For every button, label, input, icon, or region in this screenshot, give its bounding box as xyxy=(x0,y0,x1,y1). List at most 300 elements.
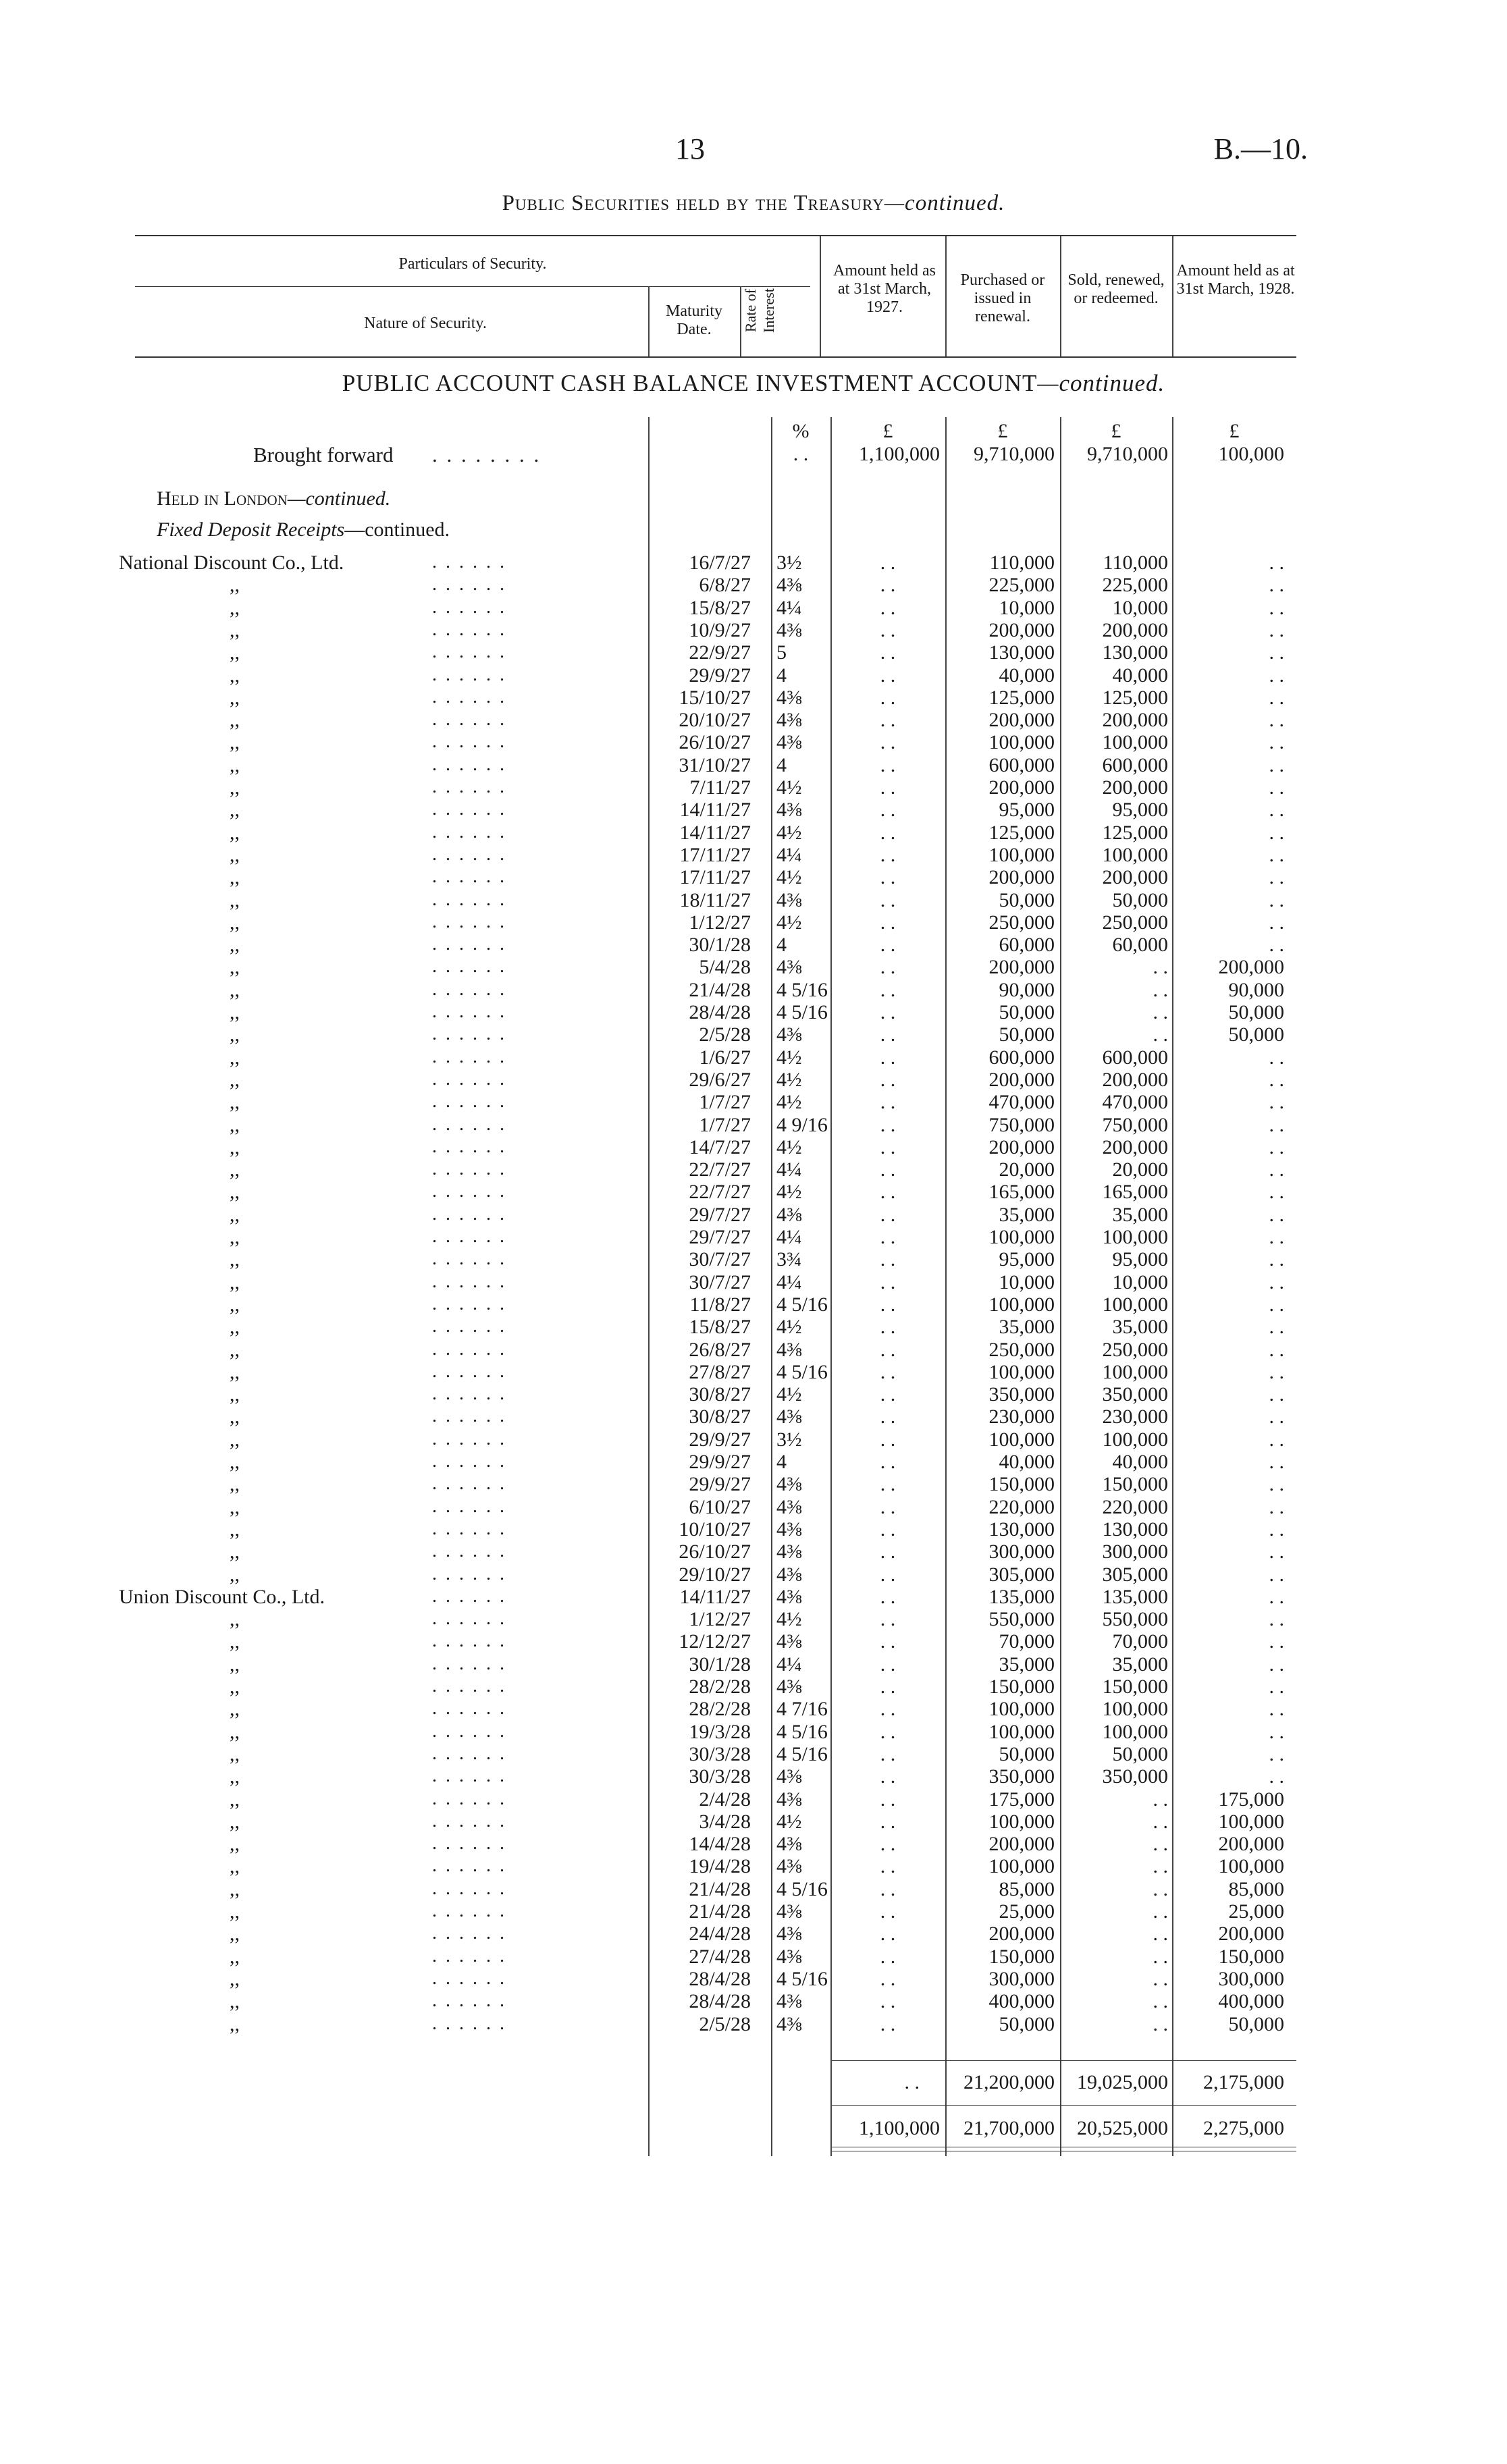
subtotal-purchased: 21,200,000 xyxy=(963,2071,1055,2093)
ditto-mark: ,, xyxy=(230,799,240,821)
held-1928-value: . . xyxy=(1269,687,1284,709)
ditto-mark: ,, xyxy=(230,754,240,776)
ditto-mark: ,, xyxy=(230,1473,240,1495)
brought-forward-held-1927: 1,100,000 xyxy=(859,443,940,465)
maturity-date: 21/4/28 xyxy=(689,979,751,1001)
leader-dots: . . . . . . xyxy=(432,731,506,752)
page-title xyxy=(0,191,1507,216)
purchased-value: 95,000 xyxy=(999,799,1055,821)
maturity-date: 1/7/27 xyxy=(699,1114,751,1136)
sold-value: 300,000 xyxy=(1102,1541,1168,1563)
purchased-value: 70,000 xyxy=(999,1630,1055,1653)
held-1928-value: 150,000 xyxy=(1218,1946,1284,1968)
purchased-value: 125,000 xyxy=(988,822,1055,844)
held-1927-value: . . xyxy=(880,1946,896,1968)
maturity-date: 31/10/27 xyxy=(679,754,751,776)
held-1928-value: . . xyxy=(1269,1473,1284,1495)
leader-dots: . . . . . . xyxy=(432,1428,506,1449)
held-1927-value: . . xyxy=(880,1608,896,1630)
leader-dots: . . . . . . xyxy=(432,1811,506,1831)
sold-value: 250,000 xyxy=(1102,911,1168,934)
held-1928-value: 100,000 xyxy=(1218,1855,1284,1877)
maturity-date: 30/8/27 xyxy=(689,1405,751,1428)
maturity-date: 15/8/27 xyxy=(689,597,751,619)
held-1928-value: . . xyxy=(1269,1608,1284,1630)
interest-rate: 4⅜ xyxy=(776,1405,802,1428)
ditto-mark: ,, xyxy=(230,822,240,844)
held-1928-value: . . xyxy=(1269,1451,1284,1473)
ditto-mark: ,, xyxy=(230,1023,240,1046)
held-1927-value: . . xyxy=(880,889,896,911)
held-1927-value: . . xyxy=(880,1900,896,1923)
held-1927-value: . . xyxy=(880,1046,896,1069)
held-1927-value: . . xyxy=(880,1855,896,1877)
maturity-date: 15/8/27 xyxy=(689,1316,751,1338)
purchased-value: 100,000 xyxy=(988,1698,1055,1720)
ditto-mark: ,, xyxy=(230,1114,240,1136)
ditto-mark: ,, xyxy=(230,1271,240,1293)
held-1928-value: 200,000 xyxy=(1218,1923,1284,1945)
purchased-value: 35,000 xyxy=(999,1316,1055,1338)
sold-value: 225,000 xyxy=(1102,574,1168,596)
purchased-value: 100,000 xyxy=(988,1428,1055,1451)
purchased-value: 600,000 xyxy=(988,1046,1055,1069)
maturity-date: 17/11/27 xyxy=(679,844,751,866)
ditto-mark: ,, xyxy=(230,1091,240,1113)
held-1928-unit: £ xyxy=(1229,420,1240,442)
sold-value: 200,000 xyxy=(1102,619,1168,641)
sold-value: 220,000 xyxy=(1102,1496,1168,1518)
ditto-mark: ,, xyxy=(230,1001,240,1023)
maturity-date: 21/4/28 xyxy=(689,1878,751,1900)
ditto-mark: ,, xyxy=(230,687,240,709)
sold-value: . . xyxy=(1153,1023,1168,1046)
held-1927-unit: £ xyxy=(882,420,893,442)
maturity-date: 30/7/27 xyxy=(689,1248,751,1270)
sold-value: 60,000 xyxy=(1112,934,1168,956)
interest-rate: 4⅜ xyxy=(776,574,802,596)
ditto-mark: ,, xyxy=(230,1204,240,1226)
interest-rate: 4½ xyxy=(776,1091,802,1113)
sold-value: . . xyxy=(1153,1001,1168,1023)
ditto-mark: ,, xyxy=(230,1990,240,2012)
interest-rate: 4½ xyxy=(776,1316,802,1338)
ditto-mark: ,, xyxy=(230,1743,240,1765)
held-1928-value: . . xyxy=(1269,1158,1284,1181)
held-1927-value: . . xyxy=(880,1383,896,1405)
leader-dots: . . . . . . xyxy=(432,866,506,887)
maturity-date: 28/2/28 xyxy=(689,1676,751,1698)
leader-dots: . . . . . . xyxy=(432,1204,506,1225)
held-1927-value: . . xyxy=(880,1316,896,1338)
held-1928-value: . . xyxy=(1269,1630,1284,1653)
sold-value: . . xyxy=(1153,1855,1168,1877)
interest-rate: 4¼ xyxy=(776,597,802,619)
leader-dots: . . . . . . xyxy=(432,1091,506,1112)
held-1927-value: . . xyxy=(880,776,896,799)
ditto-mark: ,, xyxy=(230,641,240,664)
purchased-value: 200,000 xyxy=(988,1069,1055,1091)
interest-rate: 4½ xyxy=(776,1069,802,1091)
section-title-main: PUBLIC ACCOUNT CASH BALANCE INVESTMENT ACCOUNT xyxy=(342,370,1038,396)
purchased-value: 470,000 xyxy=(988,1091,1055,1113)
maturity-date: 30/8/27 xyxy=(689,1383,751,1405)
maturity-date: 11/8/27 xyxy=(689,1293,751,1316)
maturity-date: 27/8/27 xyxy=(689,1361,751,1383)
sold-value: 100,000 xyxy=(1102,1428,1168,1451)
subtotal-held-1928: 2,175,000 xyxy=(1203,2071,1284,2093)
purchased-value: 100,000 xyxy=(988,1226,1055,1248)
total-held-1927: 1,100,000 xyxy=(859,2117,940,2139)
sold-value: . . xyxy=(1153,2013,1168,2035)
held-1928-value: . . xyxy=(1269,934,1284,956)
sold-value: 600,000 xyxy=(1102,754,1168,776)
held-1928-value: . . xyxy=(1269,1339,1284,1361)
leader-dots: . . . . . . xyxy=(432,1788,506,1809)
section-title-continued: —continued. xyxy=(1037,370,1165,396)
maturity-date: 1/7/27 xyxy=(699,1091,751,1113)
ditto-mark: ,, xyxy=(230,1383,240,1405)
held-1928-value: . . xyxy=(1269,1405,1284,1428)
ditto-mark: ,, xyxy=(230,1339,240,1361)
leader-dots: . . . . . . xyxy=(432,1271,506,1292)
held-1928-value: . . xyxy=(1269,1563,1284,1586)
purchased-value: 350,000 xyxy=(988,1765,1055,1788)
leader-dots: . . . . . . xyxy=(432,1586,506,1607)
sold-value: 100,000 xyxy=(1102,844,1168,866)
leader-dots: . . . . . . xyxy=(432,2013,506,2034)
ditto-mark: ,, xyxy=(230,844,240,866)
held-1927-value: . . xyxy=(880,1248,896,1270)
held-1928-value: . . xyxy=(1269,1518,1284,1541)
held-1928-value: . . xyxy=(1269,597,1284,619)
sold-value: 150,000 xyxy=(1102,1676,1168,1698)
ditto-mark: ,, xyxy=(230,1721,240,1743)
maturity-date: 1/12/27 xyxy=(689,1608,751,1630)
maturity-date: 14/11/27 xyxy=(679,1586,751,1608)
held-1927-value: . . xyxy=(880,1271,896,1293)
maturity-date: 29/9/27 xyxy=(689,1451,751,1473)
leader-dots: . . . . . . xyxy=(432,1878,506,1899)
ditto-mark: ,, xyxy=(230,1136,240,1158)
purchased-value: 225,000 xyxy=(988,574,1055,596)
leader-dots: . . . . . . xyxy=(432,934,506,955)
held-1928-value: . . xyxy=(1269,1653,1284,1676)
sold-value: 10,000 xyxy=(1112,1271,1168,1293)
ditto-mark: ,, xyxy=(230,597,240,619)
ditto-mark: ,, xyxy=(230,776,240,799)
interest-rate: 4¼ xyxy=(776,1271,802,1293)
subtotal-sold: 19,025,000 xyxy=(1077,2071,1168,2093)
held-1928-value: . . xyxy=(1269,574,1284,596)
maturity-date: 30/3/28 xyxy=(689,1765,751,1788)
purchased-value: 35,000 xyxy=(999,1204,1055,1226)
purchased-value: 85,000 xyxy=(999,1878,1055,1900)
purchased-value: 100,000 xyxy=(988,1293,1055,1316)
held-1927-value: . . xyxy=(880,844,896,866)
interest-rate: 4½ xyxy=(776,822,802,844)
sold-value: 350,000 xyxy=(1102,1383,1168,1405)
leader-dots: . . . . . . xyxy=(432,889,506,910)
leader-dots: . . . . . . xyxy=(432,1518,506,1539)
held-1927-value: . . xyxy=(880,1136,896,1158)
sold-value: 100,000 xyxy=(1102,1361,1168,1383)
maturity-date: 27/4/28 xyxy=(689,1946,751,1968)
leader-dots: . . . . . . xyxy=(432,776,506,797)
maturity-date: 17/11/27 xyxy=(679,866,751,888)
held-1928-value: . . xyxy=(1269,844,1284,866)
ditto-mark: ,, xyxy=(230,664,240,687)
sold-unit: £ xyxy=(1111,420,1121,442)
interest-rate: 4½ xyxy=(776,1046,802,1069)
interest-rate: 4½ xyxy=(776,1136,802,1158)
sold-value: 95,000 xyxy=(1112,1248,1168,1270)
ditto-mark: ,, xyxy=(230,956,240,978)
sold-value: 35,000 xyxy=(1112,1204,1168,1226)
header-divider xyxy=(740,286,741,356)
brought-forward-sold: 9,710,000 xyxy=(1087,443,1168,465)
held-1927-value: . . xyxy=(880,1405,896,1428)
held-1928-value: . . xyxy=(1269,1698,1284,1720)
subtotal-held-1927: . . xyxy=(904,2071,920,2093)
leader-dots: . . . . . . xyxy=(432,619,506,640)
purchased-value: 130,000 xyxy=(988,641,1055,664)
interest-rate: 4 5/16 xyxy=(776,1878,828,1900)
held-1927-value: . . xyxy=(880,979,896,1001)
fixed-deposit-label: Fixed Deposit Receipts xyxy=(157,518,345,541)
purchased-value: 10,000 xyxy=(999,1271,1055,1293)
maturity-date: 5/4/28 xyxy=(699,956,751,978)
ditto-mark: ,, xyxy=(230,1788,240,1811)
leader-dots: . . . . . . xyxy=(432,687,506,707)
ditto-mark: ,, xyxy=(230,1946,240,1968)
leader-dots: . . . . . . xyxy=(432,822,506,842)
interest-rate: 4⅜ xyxy=(776,1586,802,1608)
maturity-date: 20/10/27 xyxy=(679,709,751,731)
leader-dots: . . . . . . xyxy=(432,1293,506,1314)
sold-value: 125,000 xyxy=(1102,822,1168,844)
leader-dots: . . . . . . xyxy=(432,1001,506,1022)
sold-value: 130,000 xyxy=(1102,1518,1168,1541)
maturity-date: 24/4/28 xyxy=(689,1923,751,1945)
held-1928-value: . . xyxy=(1269,1181,1284,1203)
sold-value: 165,000 xyxy=(1102,1181,1168,1203)
security-name: Union Discount Co., Ltd. xyxy=(119,1586,325,1608)
leader-dots: . . . . . . xyxy=(432,1181,506,1202)
ditto-mark: ,, xyxy=(230,1608,240,1630)
interest-rate: 4 5/16 xyxy=(776,1968,828,1990)
maturity-date: 22/7/27 xyxy=(689,1158,751,1181)
maturity-date: 1/6/27 xyxy=(699,1046,751,1069)
purchased-value: 750,000 xyxy=(988,1114,1055,1136)
sold-value: 100,000 xyxy=(1102,1698,1168,1720)
held-in-continued: —continued. xyxy=(287,487,391,510)
leader-dots: . . . . . . xyxy=(432,1968,506,1989)
subtotal-rule xyxy=(832,2060,1296,2061)
held-1927-value: . . xyxy=(880,1428,896,1451)
security-name: National Discount Co., Ltd. xyxy=(119,552,344,574)
purchased-value: 130,000 xyxy=(988,1518,1055,1541)
interest-rate: 4 5/16 xyxy=(776,1361,828,1383)
held-1927-value: . . xyxy=(880,822,896,844)
held-1927-value: . . xyxy=(880,641,896,664)
leader-dots: . . . . . . xyxy=(432,1158,506,1179)
purchased-value: 60,000 xyxy=(999,934,1055,956)
sold-value: 40,000 xyxy=(1112,1451,1168,1473)
sold-value: 35,000 xyxy=(1112,1653,1168,1676)
purchased-value: 100,000 xyxy=(988,1855,1055,1877)
header-divider xyxy=(820,236,821,356)
maturity-date: 14/4/28 xyxy=(689,1833,751,1855)
leader-dots: . . . . . . xyxy=(432,1900,506,1921)
maturity-date: 2/5/28 xyxy=(699,1023,751,1046)
leader-dots: . . . . . . xyxy=(432,979,506,1000)
ditto-mark: ,, xyxy=(230,1158,240,1181)
sold-value: 110,000 xyxy=(1103,552,1168,574)
purchased-value: 100,000 xyxy=(988,1721,1055,1743)
held-1928-value: . . xyxy=(1269,1114,1284,1136)
purchased-value: 95,000 xyxy=(999,1248,1055,1270)
brought-forward-label: Brought forward xyxy=(253,443,394,466)
held-1928-value: . . xyxy=(1269,822,1284,844)
maturity-date: 14/11/27 xyxy=(679,799,751,821)
brought-forward-dots: . . . . . . . . xyxy=(432,443,541,466)
ditto-mark: ,, xyxy=(230,1248,240,1270)
purchased-value: 220,000 xyxy=(988,1496,1055,1518)
interest-rate: 4½ xyxy=(776,866,802,888)
fixed-deposit-continued: —continued. xyxy=(344,518,450,541)
maturity-date: 29/9/27 xyxy=(689,1428,751,1451)
maturity-date: 26/8/27 xyxy=(689,1339,751,1361)
leader-dots: . . . . . . xyxy=(432,1653,506,1674)
purchased-value: 125,000 xyxy=(988,687,1055,709)
leader-dots: . . . . . . xyxy=(432,754,506,775)
ditto-mark: ,, xyxy=(230,1541,240,1563)
maturity-date: 22/7/27 xyxy=(689,1181,751,1203)
ditto-mark: ,, xyxy=(230,1698,240,1720)
held-1928-value: . . xyxy=(1269,619,1284,641)
document-reference: B.—10. xyxy=(1213,132,1308,165)
leader-dots: . . . . . . xyxy=(432,597,506,618)
maturity-date: 6/8/27 xyxy=(699,574,751,596)
held-1927-value: . . xyxy=(880,1204,896,1226)
purchased-value: 200,000 xyxy=(988,1923,1055,1945)
leader-dots: . . . . . . xyxy=(432,1833,506,1854)
held-1928-value: . . xyxy=(1269,889,1284,911)
held-1928-value: 90,000 xyxy=(1228,979,1284,1001)
held-1927-value: . . xyxy=(880,597,896,619)
rate-header: Rate of Interest xyxy=(742,288,777,333)
total-purchased: 21,700,000 xyxy=(963,2117,1055,2139)
held-1927-value: . . xyxy=(880,664,896,687)
ditto-mark: ,, xyxy=(230,1046,240,1069)
ditto-mark: ,, xyxy=(230,1653,240,1676)
leader-dots: . . . . . . xyxy=(432,1316,506,1337)
held-1927-value: . . xyxy=(880,1451,896,1473)
held-1928-header: Amount held as at 31st March, 1928. xyxy=(1176,262,1295,298)
held-1927-value: . . xyxy=(880,1293,896,1316)
purchased-value: 100,000 xyxy=(988,731,1055,753)
interest-rate: 4⅜ xyxy=(776,1473,802,1495)
interest-rate: 4⅜ xyxy=(776,1855,802,1877)
ditto-mark: ,, xyxy=(230,979,240,1001)
held-in-london-heading xyxy=(157,487,390,510)
purchased-value: 200,000 xyxy=(988,956,1055,978)
sold-value: 150,000 xyxy=(1102,1473,1168,1495)
held-1927-value: . . xyxy=(880,1765,896,1788)
purchased-value: 165,000 xyxy=(988,1181,1055,1203)
interest-rate: 3½ xyxy=(776,1428,802,1451)
leader-dots: . . . . . . xyxy=(432,844,506,865)
held-1927-value: . . xyxy=(880,1114,896,1136)
leader-dots: . . . . . . xyxy=(432,1361,506,1382)
sold-value: . . xyxy=(1153,1990,1168,2012)
sold-value: 20,000 xyxy=(1112,1158,1168,1181)
maturity-date: 12/12/27 xyxy=(679,1630,751,1653)
held-1927-value: . . xyxy=(880,1676,896,1698)
sold-value: 40,000 xyxy=(1112,664,1168,687)
interest-rate: 4⅜ xyxy=(776,1990,802,2012)
leader-dots: . . . . . . xyxy=(432,1383,506,1404)
sold-value: 130,000 xyxy=(1102,641,1168,664)
maturity-date: 10/9/27 xyxy=(689,619,751,641)
sold-header: Sold, renewed, or redeemed. xyxy=(1067,271,1165,307)
sold-value: 200,000 xyxy=(1102,776,1168,799)
ditto-mark: ,, xyxy=(230,1428,240,1451)
maturity-date: 14/7/27 xyxy=(689,1136,751,1158)
header-bottom-rule xyxy=(135,356,1296,358)
held-1928-value: 50,000 xyxy=(1228,1001,1284,1023)
held-1927-value: . . xyxy=(880,574,896,596)
held-1928-value: . . xyxy=(1269,1383,1284,1405)
leader-dots: . . . . . . xyxy=(432,1698,506,1719)
leader-dots: . . . . . . xyxy=(432,1765,506,1786)
sold-value: . . xyxy=(1153,979,1168,1001)
ditto-mark: ,, xyxy=(230,1811,240,1833)
held-1927-value: . . xyxy=(880,1653,896,1676)
held-1928-value: . . xyxy=(1269,866,1284,888)
held-1927-value: . . xyxy=(880,1361,896,1383)
sold-value: 200,000 xyxy=(1102,1136,1168,1158)
ditto-mark: ,, xyxy=(230,1405,240,1428)
held-1928-value: . . xyxy=(1269,1586,1284,1608)
leader-dots: . . . . . . xyxy=(432,1721,506,1742)
held-1928-value: . . xyxy=(1269,1069,1284,1091)
interest-rate: 4⅜ xyxy=(776,2013,802,2035)
interest-rate: 4¼ xyxy=(776,844,802,866)
held-1928-value: 50,000 xyxy=(1228,1023,1284,1046)
maturity-date: 14/11/27 xyxy=(679,822,751,844)
sold-value: 470,000 xyxy=(1102,1091,1168,1113)
maturity-date: 19/3/28 xyxy=(689,1721,751,1743)
sold-value: 350,000 xyxy=(1102,1765,1168,1788)
leader-dots: . . . . . . xyxy=(432,1743,506,1764)
maturity-date: 29/6/27 xyxy=(689,1069,751,1091)
column-divider xyxy=(771,417,772,2156)
header-top-rule xyxy=(135,235,1296,236)
ditto-mark: ,, xyxy=(230,2013,240,2035)
interest-rate: 4⅜ xyxy=(776,1518,802,1541)
leader-dots: . . . . . . xyxy=(432,1248,506,1269)
held-1928-value: 200,000 xyxy=(1218,956,1284,978)
purchased-value: 100,000 xyxy=(988,1811,1055,1833)
maturity-date: 29/10/27 xyxy=(679,1563,751,1586)
interest-rate: 4 5/16 xyxy=(776,1293,828,1316)
sold-value: 100,000 xyxy=(1102,1721,1168,1743)
sold-value: 125,000 xyxy=(1102,687,1168,709)
leader-dots: . . . . . . xyxy=(432,799,506,820)
ditto-mark: ,, xyxy=(230,1833,240,1855)
